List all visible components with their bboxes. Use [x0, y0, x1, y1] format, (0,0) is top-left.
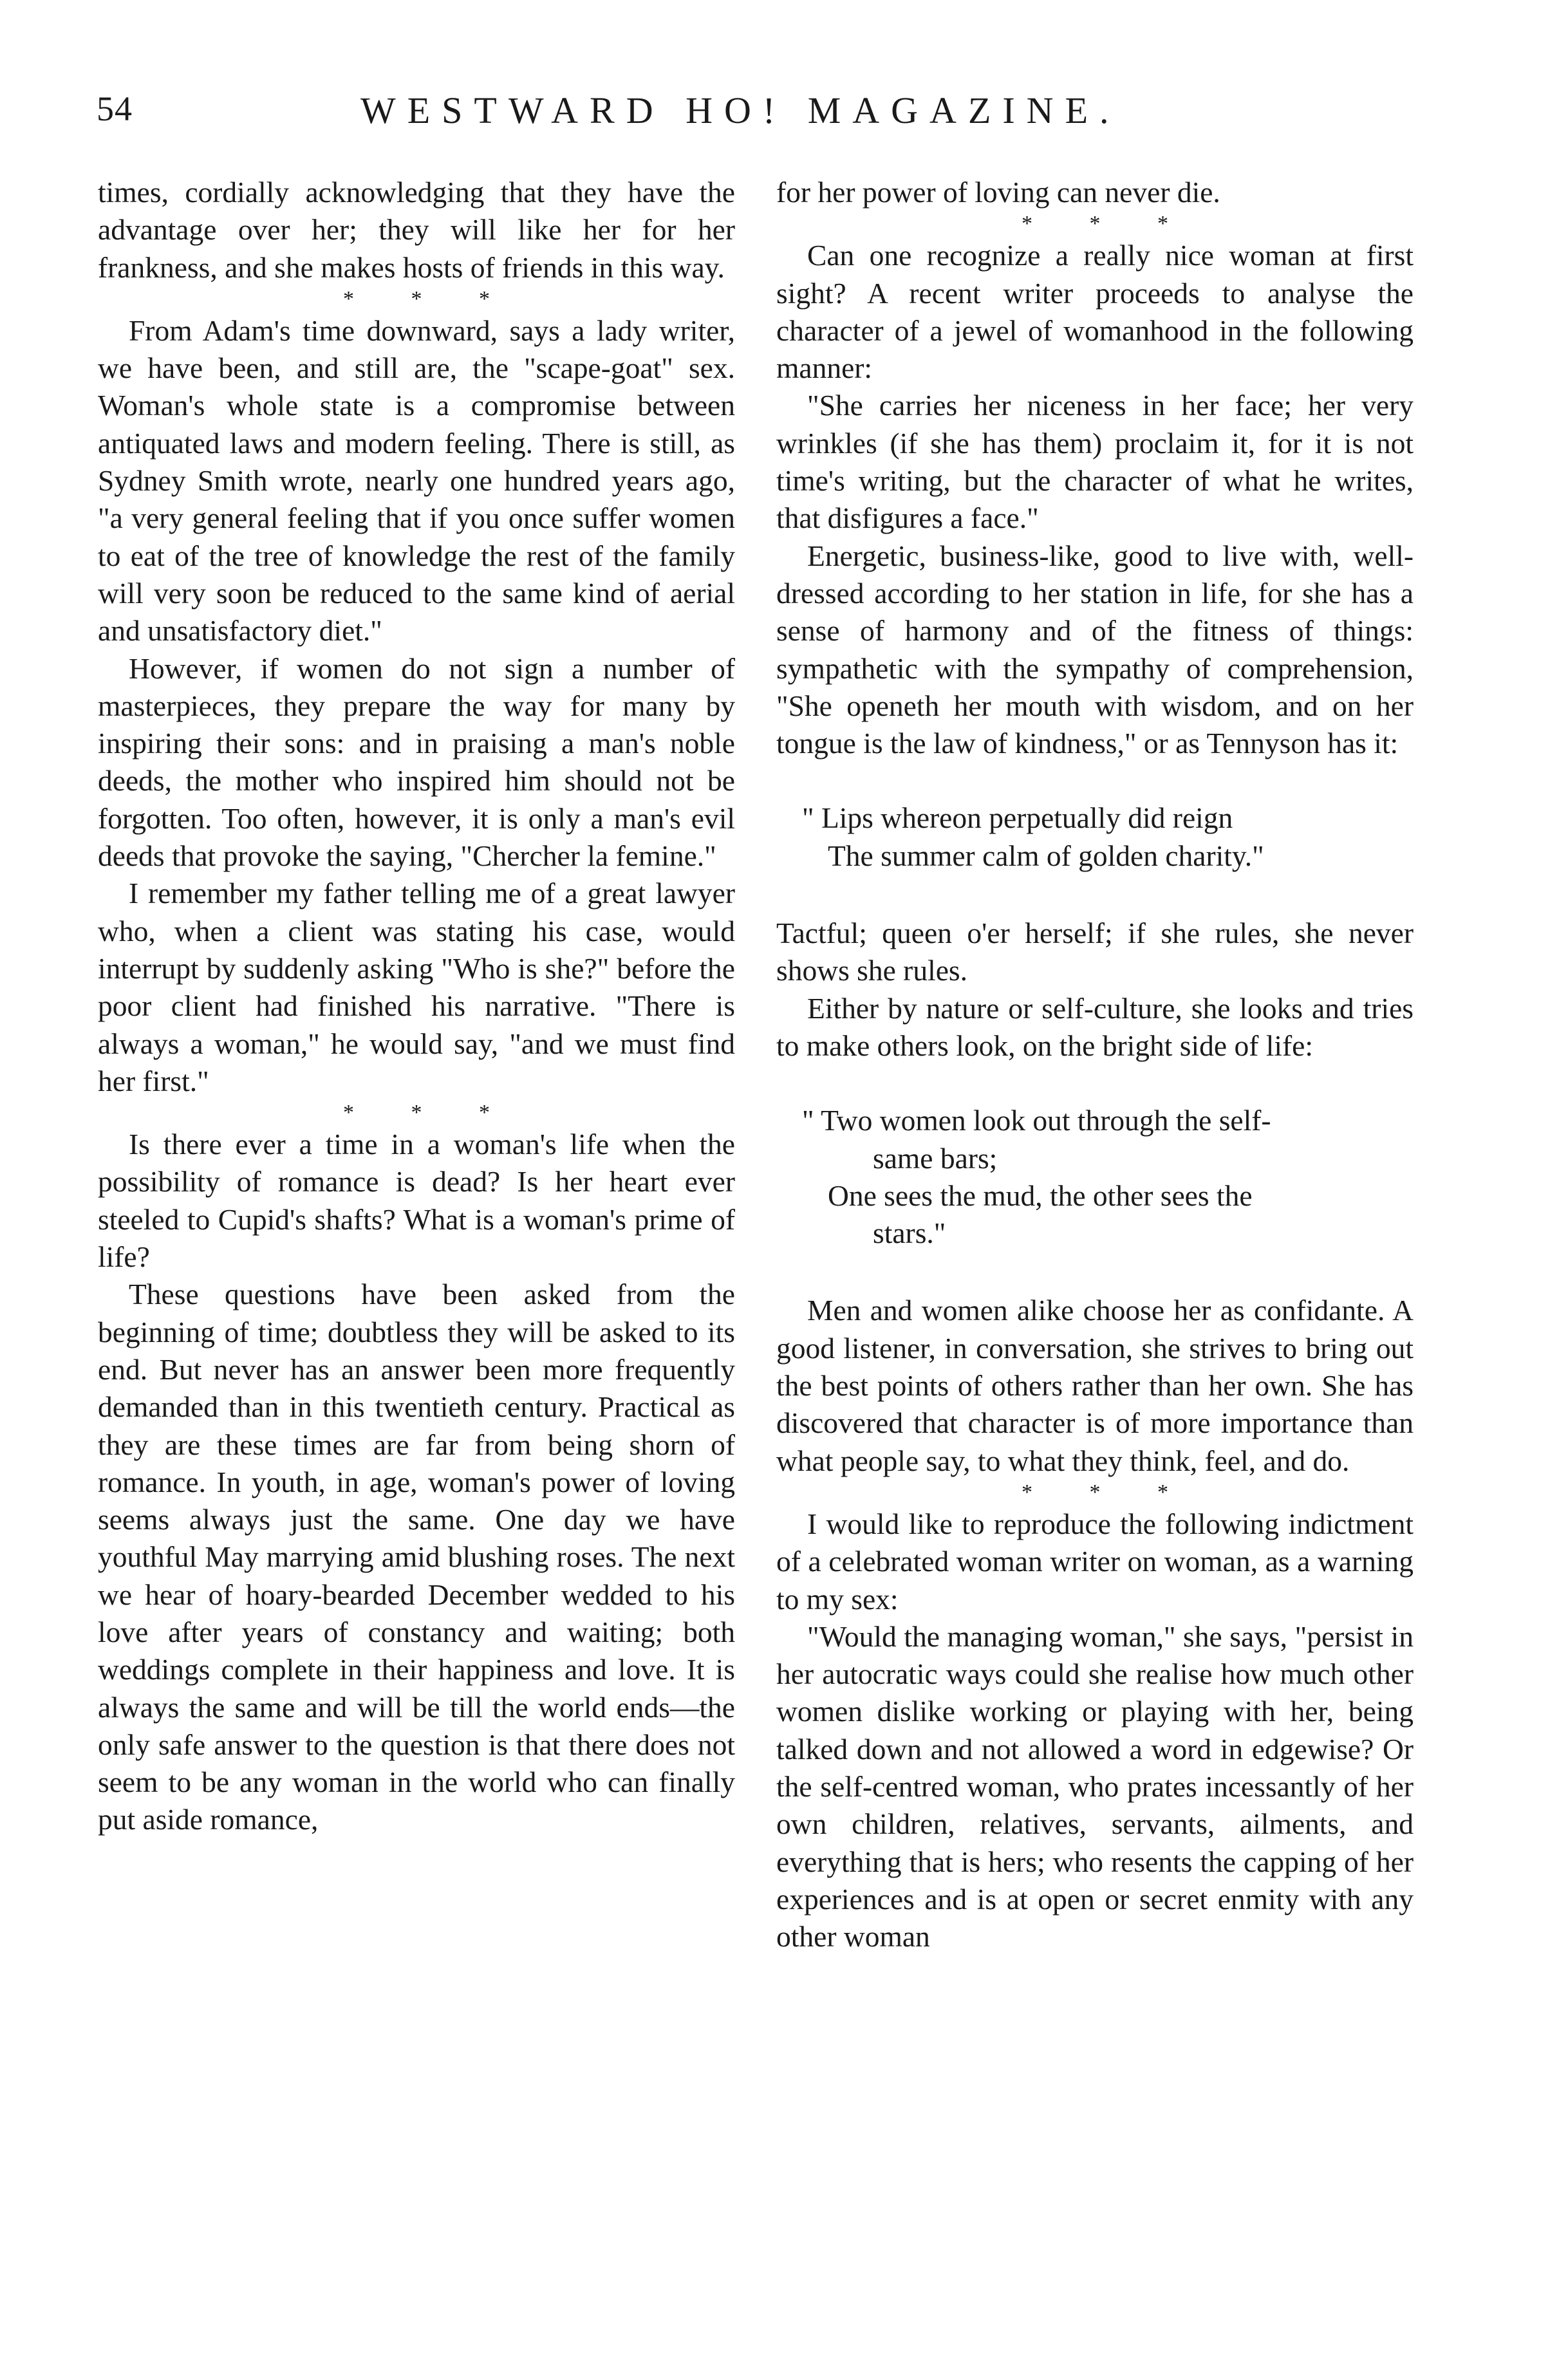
paragraph: Energetic, business-like, good to live with, well-dressed according to her station in life, for she has a sense of harmony and of the fitness of things: sympathetic with the sympathy of comprehension, "She openeth her mouth with wisdom, and on her tongue is the law of kindness," or as Tennyson has it:: [776, 539, 1414, 760]
verse-line: One sees the mud, the other sees the: [828, 1179, 1253, 1212]
paragraph: Either by nature or self-culture, she looks and tries to make others look, on the bright side of life:: [776, 991, 1414, 1062]
paragraph: Men and women alike choose her as confidante. A good listener, in conversation, she strives to bring out the best points of others rather than her own. She has discovered that character is of more importance than what people say, to what they think, feel, and do.: [776, 1294, 1414, 1477]
verse-line: stars.": [873, 1217, 946, 1250]
paragraph: I remember my father telling me of a great lawyer who, when a client was stating his case, would interrupt by suddenly asking "Who is she?" before the poor client had finished his narrative. "There is always a woman," he would say, "and we must find her first.": [98, 877, 735, 1097]
paragraph: However, if women do not sign a number of masterpieces, they prepare the way for many by inspiring their sons: and in praising a man's noble deeds, the mother who inspired him should not be forgotten. Too often, however, it is only a man's evil deeds that provoke the saying, "Chercher la femine.": [98, 651, 735, 873]
paragraph: Can one recognize a really nice woman at first sight? A recent writer proceeds to analyse the character of a jewel of womanhood in the following manner:: [776, 239, 1414, 385]
running-head: WESTWARD HO! MAGAZINE.: [360, 89, 1121, 131]
verse-quote: [776, 1102, 1414, 1252]
section-separator: * * *: [343, 286, 516, 311]
verse-line: " Two women look out through the self-: [802, 1104, 1271, 1137]
paragraph: I would like to reproduce the following indictment of a celebrated woman writer on woman, as a warning to my sex:: [776, 1507, 1414, 1616]
section-separator: * * *: [1022, 212, 1194, 236]
paragraph: "She carries her niceness in her face; her very wrinkles (if she has them) proclaim it, for it is not time's writing, but the character of what he writes, that disfigures a face.": [776, 389, 1414, 535]
section-separator: * * *: [343, 1101, 516, 1125]
page-number: 54: [97, 89, 133, 128]
paragraph: Is there ever a time in a woman's life when the possibility of romance is dead? Is her heart ever steeled to Cupid's shafts? What is a woman's prime of life?: [98, 1128, 735, 1274]
verse-line: same bars;: [873, 1141, 998, 1175]
verse-line: " Lips whereon perpetually did reign: [802, 801, 1233, 835]
right-column: [776, 174, 1414, 1955]
left-column: [98, 174, 735, 1839]
paragraph: Tactful; queen o'er herself; if she rules, she never shows she rules.: [776, 917, 1414, 987]
paragraph: These questions have been asked from the beginning of time; doubtless they will be asked to its end. But never has an answer been more frequently demanded than in this twentieth century. Practical as they are these times are far from being shorn of romance. In youth, in age, woman's power of loving seems always just the same. One day we have youthful May marrying amid blushing roses. The next we hear of hoary-bearded December wedded to his love after years of constancy and waiting; both weddings complete in their happiness and love. It is always the same and will be till the world ends—the only safe answer to the question is that there does not seem to be any woman in the world who can finally put aside romance,: [98, 1278, 735, 1836]
paragraph: "Would the managing woman," she says, "persist in her autocratic ways could she realise how much other women dislike working or playing with her, being talked down and not allowed a word in edgewise? Or the self-centred woman, who prates incessantly of her own children, relatives, servants, ailments, and everything that is hers; who resents the capping of her experiences and is at open or secret enmity with any other woman: [776, 1619, 1414, 1953]
paragraph: for her power of loving can never die.: [776, 176, 1220, 209]
verse-quote: [776, 799, 1414, 875]
verse-line: The summer calm of golden charity.": [828, 839, 1264, 872]
paragraph: times, cordially acknowledging that they have the advantage over her; they will like her for her frankness, and she makes hosts of friends in this way.: [98, 176, 735, 284]
paragraph: From Adam's time downward, says a lady writer, we have been, and still are, the "scape-goat" sex. Woman's whole state is a compromise between antiquated laws and modern feeling. There is still, as Sydney Smith wrote, nearly one hundred years ago, "a very general feeling that if you once suffer women to eat of the tree of knowledge the rest of the family will very soon be reduced to the same kind of aerial and unsatisfactory diet.": [98, 313, 735, 648]
section-separator: * * *: [1022, 1480, 1194, 1504]
